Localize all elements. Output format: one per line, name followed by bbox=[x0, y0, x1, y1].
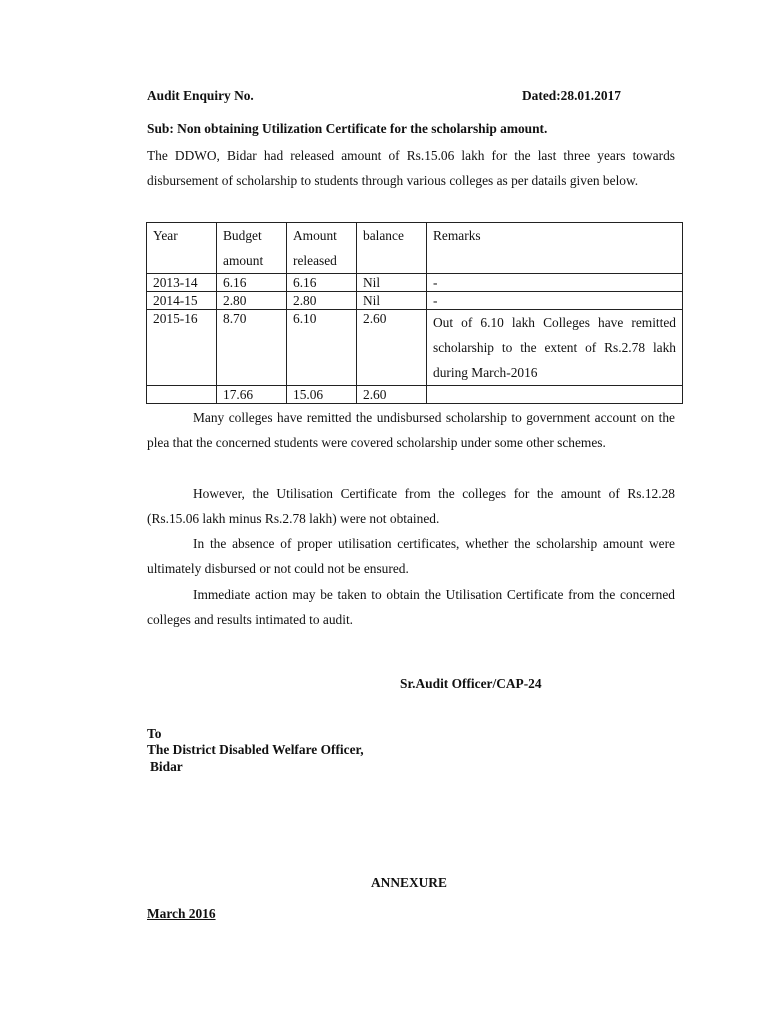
cell-remarks: - bbox=[427, 292, 683, 310]
paragraph-colleges-remitted: Many colleges have remitted the undisbursed scholarship to government account on the plea that the concerned students were covered scholarship under some other schemes. bbox=[147, 410, 675, 450]
total-released: 15.06 bbox=[287, 386, 357, 404]
total-balance: 2.60 bbox=[357, 386, 427, 404]
total-budget: 17.66 bbox=[217, 386, 287, 404]
annexure-heading: ANNEXURE bbox=[371, 875, 447, 890]
total-year bbox=[147, 386, 217, 404]
total-remarks bbox=[427, 386, 683, 404]
paragraph-immediate-action: Immediate action may be taken to obtain the Utilisation Certificate from the concerned colleges and results intimated to audit. bbox=[147, 587, 675, 627]
addressee-to: To bbox=[147, 726, 162, 741]
subject-line: Sub: Non obtaining Utilization Certificate for the scholarship amount. bbox=[147, 121, 548, 136]
header-released: Amount released bbox=[287, 223, 357, 274]
cell-released: 6.10 bbox=[287, 310, 357, 386]
table-row bbox=[147, 274, 683, 292]
annexure-period: March 2016 bbox=[147, 906, 216, 921]
addressee-line-2: Bidar bbox=[150, 759, 183, 774]
table-total-row bbox=[147, 386, 683, 404]
cell-year: 2014-15 bbox=[147, 292, 217, 310]
cell-released: 6.16 bbox=[287, 274, 357, 292]
cell-balance: 2.60 bbox=[357, 310, 427, 386]
dated-label: Dated:28.01.2017 bbox=[522, 88, 621, 103]
audit-enquiry-label: Audit Enquiry No. bbox=[147, 88, 254, 103]
cell-balance: Nil bbox=[357, 274, 427, 292]
header-year: Year bbox=[147, 223, 217, 274]
cell-remarks: Out of 6.10 lakh Colleges have remitted scholarship to the extent of Rs.2.78 lakh during March-2016 bbox=[427, 310, 683, 386]
table-header-row bbox=[147, 223, 683, 274]
cell-balance: Nil bbox=[357, 292, 427, 310]
header-remarks: Remarks bbox=[427, 223, 683, 274]
scholarship-table bbox=[146, 222, 683, 404]
cell-released: 2.80 bbox=[287, 292, 357, 310]
addressee-line-1: The District Disabled Welfare Officer, bbox=[147, 742, 364, 757]
intro-paragraph: The DDWO, Bidar had released amount of Rs.15.06 lakh for the last three years towards disbursement of scholarship to students through various colleges as per datails given below. bbox=[147, 148, 675, 188]
cell-budget: 8.70 bbox=[217, 310, 287, 386]
cell-budget: 6.16 bbox=[217, 274, 287, 292]
cell-year: 2015-16 bbox=[147, 310, 217, 386]
table-row bbox=[147, 310, 683, 386]
table-row bbox=[147, 292, 683, 310]
paragraph-utilisation-not-obtained: However, the Utilisation Certificate from the colleges for the amount of Rs.12.28 (Rs.15.06 lakh minus Rs.2.78 lakh) were not obtained. bbox=[147, 486, 675, 526]
header-budget: Budget amount bbox=[217, 223, 287, 274]
signature-officer: Sr.Audit Officer/CAP-24 bbox=[400, 676, 542, 691]
cell-year: 2013-14 bbox=[147, 274, 217, 292]
header-balance: balance bbox=[357, 223, 427, 274]
cell-budget: 2.80 bbox=[217, 292, 287, 310]
paragraph-absence-certificates: In the absence of proper utilisation certificates, whether the scholarship amount were ultimately disbursed or not could not be ensured. bbox=[147, 536, 675, 576]
cell-remarks: - bbox=[427, 274, 683, 292]
